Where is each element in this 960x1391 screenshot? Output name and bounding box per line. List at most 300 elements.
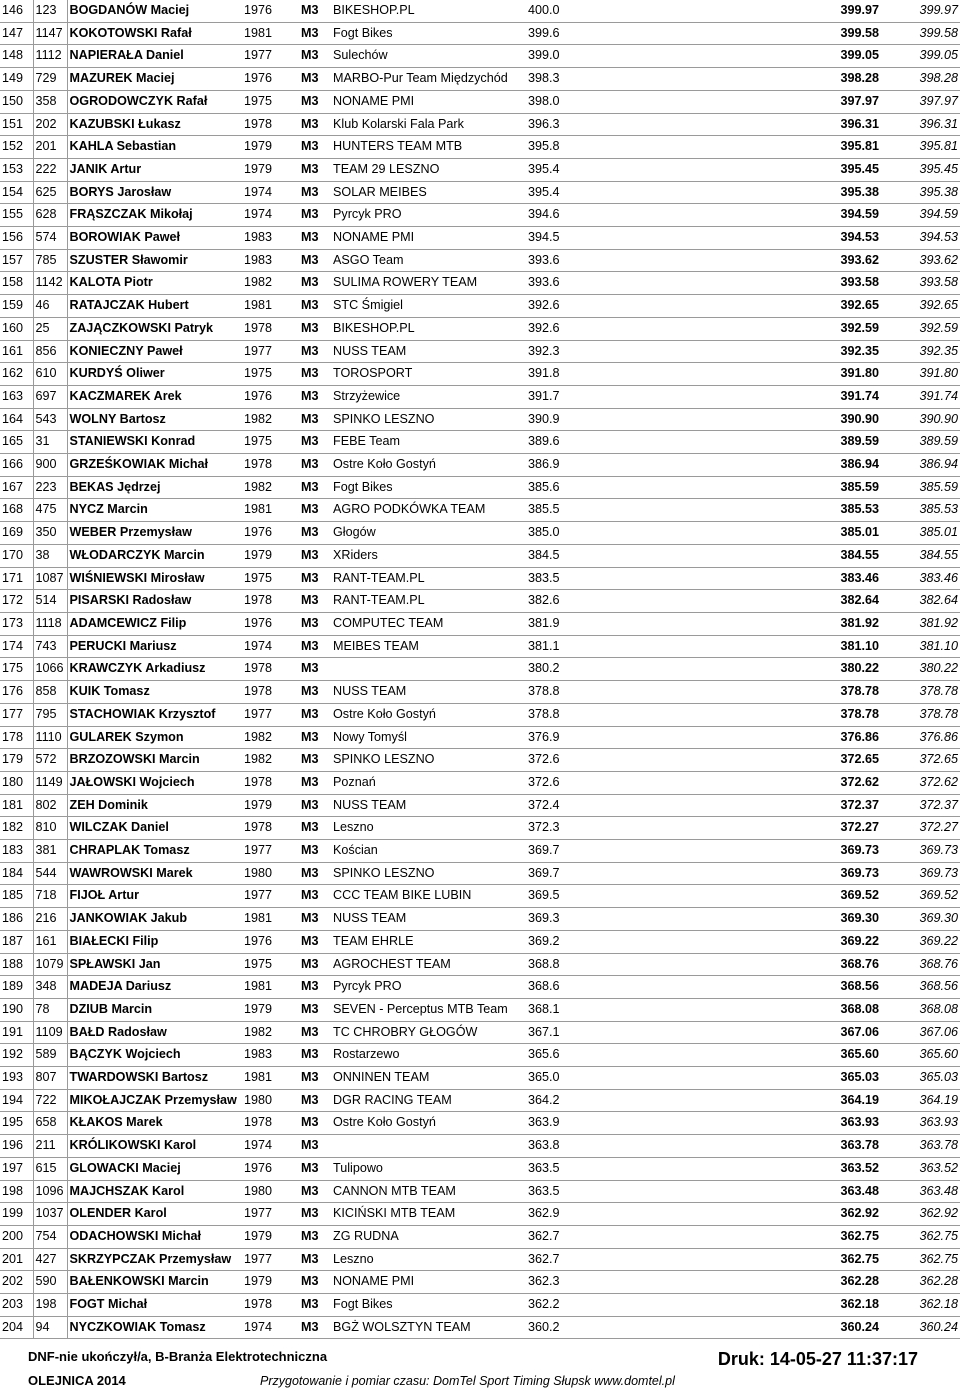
points: 369.7 (526, 840, 786, 863)
table-row (0, 817, 960, 840)
rider-name: WŁODARCZYK Marcin (67, 544, 242, 567)
points: 364.2 (526, 1089, 786, 1112)
rider-name: JANKOWIAK Jakub (67, 908, 242, 931)
table-row (0, 726, 960, 749)
table-row (0, 1316, 960, 1339)
birth-year: 1978 (242, 590, 299, 613)
team: RANT-TEAM.PL (331, 567, 526, 590)
rider-name: ADAMCEWICZ Filip (67, 612, 242, 635)
rider-name: KUIK Tomasz (67, 681, 242, 704)
birth-year: 1983 (242, 1044, 299, 1067)
average-points: 398.28 (881, 68, 960, 91)
birth-year: 1979 (242, 1271, 299, 1294)
category: M3 (299, 567, 331, 590)
category: M3 (299, 1225, 331, 1248)
points: 362.7 (526, 1248, 786, 1271)
points: 381.1 (526, 635, 786, 658)
points: 372.6 (526, 749, 786, 772)
total-points: 384.55 (786, 544, 881, 567)
points: 400.0 (526, 0, 786, 22)
bib-number: 94 (33, 1316, 67, 1339)
table-row (0, 771, 960, 794)
rider-name: STANIEWSKI Konrad (67, 431, 242, 454)
team: FEBE Team (331, 431, 526, 454)
rider-name: KOKOTOWSKI Rafał (67, 22, 242, 45)
rider-name: KACZMAREK Arek (67, 385, 242, 408)
points: 369.7 (526, 862, 786, 885)
team: ZG RUDNA (331, 1225, 526, 1248)
average-points: 399.05 (881, 45, 960, 68)
position: 200 (0, 1225, 33, 1248)
points: 389.6 (526, 431, 786, 454)
birth-year: 1983 (242, 227, 299, 250)
total-points: 383.46 (786, 567, 881, 590)
bib-number: 350 (33, 522, 67, 545)
points: 360.2 (526, 1316, 786, 1339)
birth-year: 1978 (242, 681, 299, 704)
rider-name: BOGDANÓW Maciej (67, 0, 242, 22)
birth-year: 1980 (242, 862, 299, 885)
table-row (0, 908, 960, 931)
category: M3 (299, 522, 331, 545)
rider-name: NYCZ Marcin (67, 499, 242, 522)
bib-number: 161 (33, 930, 67, 953)
total-points: 372.62 (786, 771, 881, 794)
total-points: 391.80 (786, 363, 881, 386)
category: M3 (299, 1021, 331, 1044)
average-points: 376.86 (881, 726, 960, 749)
average-points: 369.73 (881, 840, 960, 863)
total-points: 386.94 (786, 454, 881, 477)
category: M3 (299, 1294, 331, 1317)
rider-name: KALOTA Piotr (67, 272, 242, 295)
team: SEVEN - Perceptus MTB Team (331, 998, 526, 1021)
table-row (0, 340, 960, 363)
position: 188 (0, 953, 33, 976)
table-row (0, 499, 960, 522)
table-row (0, 45, 960, 68)
category: M3 (299, 272, 331, 295)
total-points: 396.31 (786, 113, 881, 136)
rider-name: ZEH Dominik (67, 794, 242, 817)
position: 194 (0, 1089, 33, 1112)
rider-name: SPŁAWSKI Jan (67, 953, 242, 976)
points: 378.8 (526, 681, 786, 704)
bib-number: 25 (33, 317, 67, 340)
category: M3 (299, 363, 331, 386)
position: 179 (0, 749, 33, 772)
team: Fogt Bikes (331, 476, 526, 499)
table-row (0, 1271, 960, 1294)
birth-year: 1979 (242, 158, 299, 181)
table-row (0, 794, 960, 817)
rider-name: NYCZKOWIAK Tomasz (67, 1316, 242, 1339)
table-row (0, 181, 960, 204)
position: 195 (0, 1112, 33, 1135)
points: 365.0 (526, 1067, 786, 1090)
table-row (0, 1294, 960, 1317)
bib-number: 1142 (33, 272, 67, 295)
birth-year: 1977 (242, 703, 299, 726)
average-points: 397.97 (881, 90, 960, 113)
team: Ostre Koło Gostyń (331, 703, 526, 726)
team: NONAME PMI (331, 1271, 526, 1294)
total-points: 369.52 (786, 885, 881, 908)
average-points: 381.10 (881, 635, 960, 658)
team: MEIBES TEAM (331, 635, 526, 658)
average-points: 362.28 (881, 1271, 960, 1294)
total-points: 378.78 (786, 703, 881, 726)
position: 198 (0, 1180, 33, 1203)
points: 385.6 (526, 476, 786, 499)
average-points: 372.65 (881, 749, 960, 772)
birth-year: 1982 (242, 749, 299, 772)
rider-name: OLENDER Karol (67, 1203, 242, 1226)
points: 383.5 (526, 567, 786, 590)
table-row (0, 1225, 960, 1248)
bib-number: 743 (33, 635, 67, 658)
average-points: 395.38 (881, 181, 960, 204)
rider-name: TWARDOWSKI Bartosz (67, 1067, 242, 1090)
birth-year: 1974 (242, 1135, 299, 1158)
birth-year: 1978 (242, 1112, 299, 1135)
rider-name: CHRAPLAK Tomasz (67, 840, 242, 863)
average-points: 384.55 (881, 544, 960, 567)
total-points: 367.06 (786, 1021, 881, 1044)
team: SPINKO LESZNO (331, 862, 526, 885)
table-row (0, 136, 960, 159)
rider-name: FIJOŁ Artur (67, 885, 242, 908)
position: 162 (0, 363, 33, 386)
position: 159 (0, 295, 33, 318)
team: HUNTERS TEAM MTB (331, 136, 526, 159)
category: M3 (299, 794, 331, 817)
position: 148 (0, 45, 33, 68)
bib-number: 1066 (33, 658, 67, 681)
rider-name: BAŁENKOWSKI Marcin (67, 1271, 242, 1294)
average-points: 395.81 (881, 136, 960, 159)
bib-number: 729 (33, 68, 67, 91)
birth-year: 1975 (242, 431, 299, 454)
points: 369.5 (526, 885, 786, 908)
table-row (0, 1157, 960, 1180)
points: 382.6 (526, 590, 786, 613)
bib-number: 211 (33, 1135, 67, 1158)
team: Strzyżewice (331, 385, 526, 408)
average-points: 394.59 (881, 204, 960, 227)
table-row (0, 249, 960, 272)
team: TOROSPORT (331, 363, 526, 386)
birth-year: 1976 (242, 930, 299, 953)
points: 365.6 (526, 1044, 786, 1067)
points: 394.5 (526, 227, 786, 250)
table-row (0, 567, 960, 590)
table-row (0, 544, 960, 567)
birth-year: 1974 (242, 1316, 299, 1339)
birth-year: 1977 (242, 1248, 299, 1271)
team (331, 658, 526, 681)
points: 391.7 (526, 385, 786, 408)
rider-name: FOGT Michał (67, 1294, 242, 1317)
table-row (0, 227, 960, 250)
bib-number: 856 (33, 340, 67, 363)
average-points: 369.30 (881, 908, 960, 931)
bib-number: 900 (33, 454, 67, 477)
position: 147 (0, 22, 33, 45)
bib-number: 223 (33, 476, 67, 499)
rider-name: JANIK Artur (67, 158, 242, 181)
team: ONNINEN TEAM (331, 1067, 526, 1090)
category: M3 (299, 544, 331, 567)
points: 398.3 (526, 68, 786, 91)
bib-number: 1112 (33, 45, 67, 68)
birth-year: 1978 (242, 658, 299, 681)
team: STC Śmigiel (331, 295, 526, 318)
total-points: 393.58 (786, 272, 881, 295)
points: 372.3 (526, 817, 786, 840)
category: M3 (299, 0, 331, 22)
birth-year: 1979 (242, 1225, 299, 1248)
team: BGŻ WOLSZTYN TEAM (331, 1316, 526, 1339)
position: 175 (0, 658, 33, 681)
points: 392.3 (526, 340, 786, 363)
category: M3 (299, 976, 331, 999)
birth-year: 1979 (242, 136, 299, 159)
table-row (0, 476, 960, 499)
bib-number: 1079 (33, 953, 67, 976)
team: Kościan (331, 840, 526, 863)
table-row (0, 113, 960, 136)
category: M3 (299, 1135, 331, 1158)
average-points: 369.73 (881, 862, 960, 885)
total-points: 363.93 (786, 1112, 881, 1135)
position: 203 (0, 1294, 33, 1317)
category: M3 (299, 749, 331, 772)
table-row (0, 998, 960, 1021)
points: 385.0 (526, 522, 786, 545)
team: RANT-TEAM.PL (331, 590, 526, 613)
points: 363.9 (526, 1112, 786, 1135)
average-points: 362.75 (881, 1225, 960, 1248)
points: 399.6 (526, 22, 786, 45)
total-points: 397.97 (786, 90, 881, 113)
bib-number: 46 (33, 295, 67, 318)
total-points: 398.28 (786, 68, 881, 91)
points: 396.3 (526, 113, 786, 136)
table-row (0, 703, 960, 726)
birth-year: 1978 (242, 317, 299, 340)
average-points: 385.53 (881, 499, 960, 522)
position: 189 (0, 976, 33, 999)
birth-year: 1981 (242, 22, 299, 45)
points: 393.6 (526, 272, 786, 295)
birth-year: 1980 (242, 1089, 299, 1112)
total-points: 399.97 (786, 0, 881, 22)
position: 199 (0, 1203, 33, 1226)
average-points: 394.53 (881, 227, 960, 250)
points: 395.8 (526, 136, 786, 159)
category: M3 (299, 22, 331, 45)
table-row (0, 1203, 960, 1226)
table-row (0, 885, 960, 908)
points: 362.2 (526, 1294, 786, 1317)
team: CCC TEAM BIKE LUBIN (331, 885, 526, 908)
birth-year: 1975 (242, 953, 299, 976)
category: M3 (299, 68, 331, 91)
rider-name: WILCZAK Daniel (67, 817, 242, 840)
category: M3 (299, 1316, 331, 1339)
total-points: 385.59 (786, 476, 881, 499)
rider-name: GRZEŚKOWIAK Michał (67, 454, 242, 477)
position: 183 (0, 840, 33, 863)
rider-name: BĄCZYK Wojciech (67, 1044, 242, 1067)
average-points: 378.78 (881, 703, 960, 726)
category: M3 (299, 1271, 331, 1294)
team: Nowy Tomyśl (331, 726, 526, 749)
position: 168 (0, 499, 33, 522)
category: M3 (299, 908, 331, 931)
bib-number: 589 (33, 1044, 67, 1067)
average-points: 369.22 (881, 930, 960, 953)
points: 390.9 (526, 408, 786, 431)
position: 160 (0, 317, 33, 340)
rider-name: GULAREK Szymon (67, 726, 242, 749)
team (331, 1135, 526, 1158)
position: 153 (0, 158, 33, 181)
bib-number: 628 (33, 204, 67, 227)
points: 372.4 (526, 794, 786, 817)
category: M3 (299, 930, 331, 953)
rider-name: MIKOŁAJCZAK Przemysław (67, 1089, 242, 1112)
birth-year: 1978 (242, 771, 299, 794)
category: M3 (299, 771, 331, 794)
team: AGROCHEST TEAM (331, 953, 526, 976)
average-points: 395.45 (881, 158, 960, 181)
team: NUSS TEAM (331, 340, 526, 363)
bib-number: 1109 (33, 1021, 67, 1044)
rider-name: FRĄSZCZAK Mikołaj (67, 204, 242, 227)
average-points: 362.18 (881, 1294, 960, 1317)
points: 363.8 (526, 1135, 786, 1158)
team: NONAME PMI (331, 90, 526, 113)
average-points: 399.58 (881, 22, 960, 45)
birth-year: 1977 (242, 340, 299, 363)
rider-name: WAWROWSKI Marek (67, 862, 242, 885)
team: SOLAR MEIBES (331, 181, 526, 204)
total-points: 363.48 (786, 1180, 881, 1203)
total-points: 380.22 (786, 658, 881, 681)
team: XRiders (331, 544, 526, 567)
team: Ostre Koło Gostyń (331, 454, 526, 477)
average-points: 368.56 (881, 976, 960, 999)
position: 204 (0, 1316, 33, 1339)
table-row (0, 953, 960, 976)
points: 369.3 (526, 908, 786, 931)
category: M3 (299, 1157, 331, 1180)
position: 158 (0, 272, 33, 295)
average-points: 390.90 (881, 408, 960, 431)
average-points: 363.52 (881, 1157, 960, 1180)
position: 187 (0, 930, 33, 953)
bib-number: 754 (33, 1225, 67, 1248)
rider-name: KONIECZNY Paweł (67, 340, 242, 363)
birth-year: 1976 (242, 522, 299, 545)
category: M3 (299, 681, 331, 704)
total-points: 391.74 (786, 385, 881, 408)
points: 395.4 (526, 181, 786, 204)
position: 167 (0, 476, 33, 499)
total-points: 360.24 (786, 1316, 881, 1339)
points: 394.6 (526, 204, 786, 227)
total-points: 364.19 (786, 1089, 881, 1112)
position: 152 (0, 136, 33, 159)
average-points: 393.58 (881, 272, 960, 295)
total-points: 385.01 (786, 522, 881, 545)
rider-name: BRZOZOWSKI Marcin (67, 749, 242, 772)
total-points: 369.30 (786, 908, 881, 931)
points: 392.6 (526, 317, 786, 340)
birth-year: 1981 (242, 295, 299, 318)
rider-name: KAZUBSKI Łukasz (67, 113, 242, 136)
category: M3 (299, 862, 331, 885)
table-row (0, 522, 960, 545)
total-points: 369.73 (786, 862, 881, 885)
table-row (0, 1021, 960, 1044)
rider-name: ZAJĄCZKOWSKI Patryk (67, 317, 242, 340)
position: 157 (0, 249, 33, 272)
position: 156 (0, 227, 33, 250)
bib-number: 222 (33, 158, 67, 181)
rider-name: MAJCHSZAK Karol (67, 1180, 242, 1203)
points: 399.0 (526, 45, 786, 68)
birth-year: 1981 (242, 1067, 299, 1090)
birth-year: 1975 (242, 363, 299, 386)
table-row (0, 68, 960, 91)
average-points: 378.78 (881, 681, 960, 704)
table-row (0, 749, 960, 772)
category: M3 (299, 499, 331, 522)
category: M3 (299, 703, 331, 726)
points: 378.8 (526, 703, 786, 726)
points: 391.8 (526, 363, 786, 386)
bib-number: 658 (33, 1112, 67, 1135)
rider-name: BOROWIAK Paweł (67, 227, 242, 250)
bib-number: 1087 (33, 567, 67, 590)
rider-name: MAZUREK Maciej (67, 68, 242, 91)
birth-year: 1981 (242, 499, 299, 522)
position: 169 (0, 522, 33, 545)
table-row (0, 1044, 960, 1067)
birth-year: 1979 (242, 544, 299, 567)
legend-note: DNF-nie ukończył/a, B-Branża Elektrotechniczna (28, 1349, 328, 1364)
rider-name: DZIUB Marcin (67, 998, 242, 1021)
points: 367.1 (526, 1021, 786, 1044)
position: 184 (0, 862, 33, 885)
team: TEAM EHRLE (331, 930, 526, 953)
table-row (0, 658, 960, 681)
position: 180 (0, 771, 33, 794)
team: NUSS TEAM (331, 794, 526, 817)
total-points: 382.64 (786, 590, 881, 613)
table-row (0, 158, 960, 181)
table-row (0, 840, 960, 863)
position: 173 (0, 612, 33, 635)
position: 171 (0, 567, 33, 590)
average-points: 380.22 (881, 658, 960, 681)
birth-year: 1981 (242, 976, 299, 999)
bib-number: 574 (33, 227, 67, 250)
rider-name: NAPIERAŁA Daniel (67, 45, 242, 68)
